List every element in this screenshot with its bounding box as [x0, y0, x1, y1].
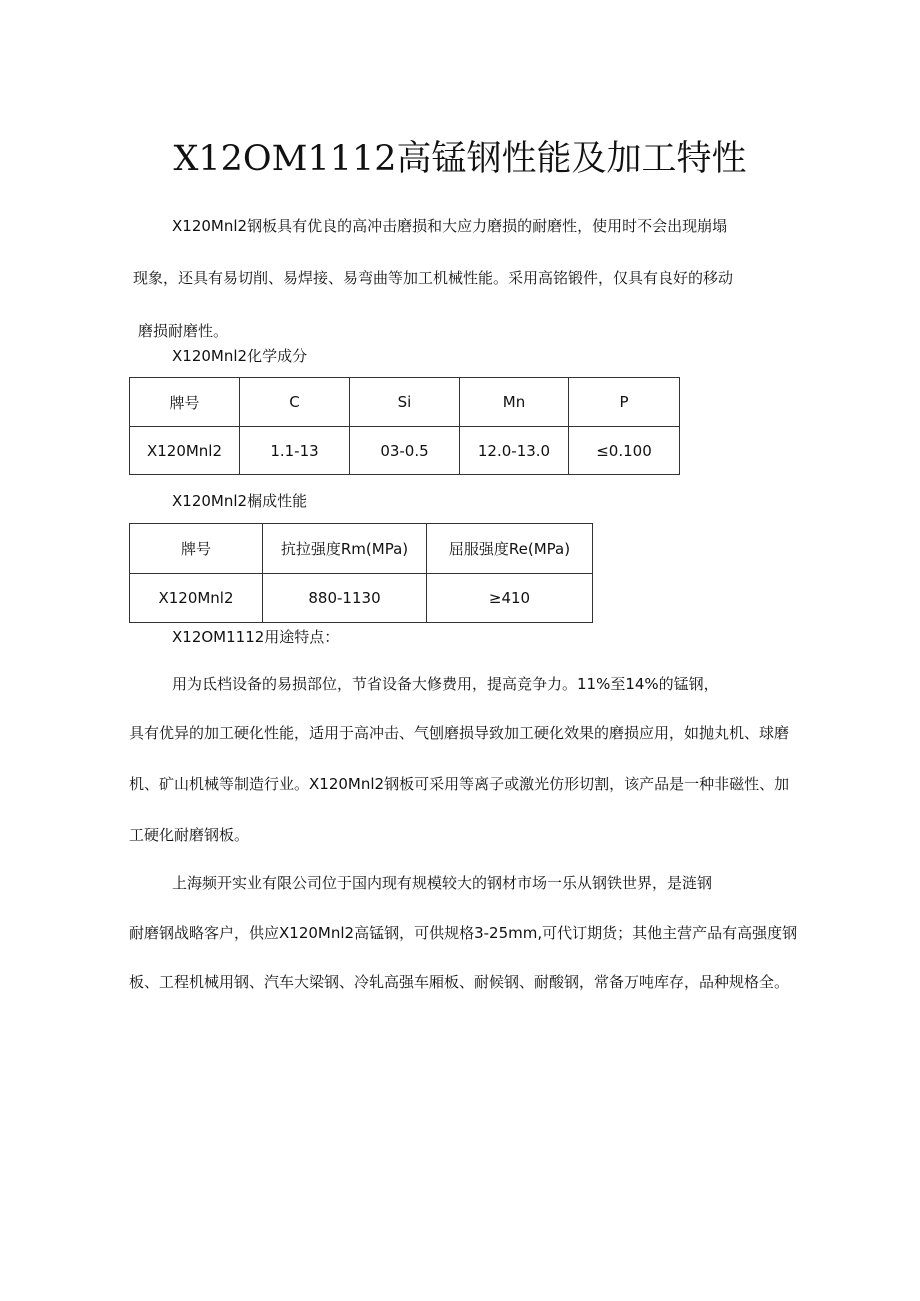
table-header-row — [130, 378, 680, 427]
uses-line-1: 用为氐档设备的易损部位，节省设备大修费用，提高竞争力。11%至14%的锰钢， — [172, 675, 719, 693]
header-cell: P — [569, 378, 680, 427]
table-cell: 03-0.5 — [350, 427, 460, 475]
table-cell: 1.1-13 — [240, 427, 350, 475]
uses-line-4: 工硬化耐磨钢板。 — [129, 826, 250, 844]
header-cell: 牌号 — [130, 524, 263, 574]
company-line-3: 板、工程机械用钢、汽车大梁钢、冷轧高强车厢板、耐候钢、耐酸钢，常备万吨库存，品种规格全。 — [129, 973, 790, 991]
uses-caption: X12OM1112用途特点： — [172, 628, 340, 646]
intro-line-3: 磨损耐磨性。 — [138, 322, 229, 340]
header-cell: Si — [350, 378, 460, 427]
company-line-1: 上海频开实业有限公司位于国内现有规模较大的钢材市场一乐从钢铁世界，是涟钢 — [172, 874, 713, 892]
table-cell: X120Mnl2 — [130, 427, 240, 475]
header-cell: Mn — [460, 378, 569, 427]
uses-line-3: 机、矿山机械等制造行业。X120Mnl2钢板可采用等离子或激光仿形切割，该产品是一种非磁性、加 — [129, 775, 790, 793]
chemical-composition-table — [129, 377, 680, 475]
header-cell: 屈服强度Re(MPa) — [427, 524, 593, 574]
header-cell: 抗拉强度Rm(MPa) — [263, 524, 427, 574]
mech-table-caption: X120Mnl2榍成性能 — [172, 492, 308, 510]
table-cell: ≤0.100 — [569, 427, 680, 475]
company-line-2: 耐磨钢战略客户，供应X120Mnl2高锰钢，可供规格3-25mm,可代订期货；其他主营产品有高强度钢 — [129, 924, 798, 942]
document-title: X12OM1112高锰钢性能及加工特性 — [173, 139, 747, 179]
table-row — [130, 427, 680, 475]
uses-line-2: 具有优异的加工硬化性能，适用于高冲击、气刨磨损导致加工硬化效果的磨损应用，如抛丸机、球磨 — [129, 724, 790, 742]
mechanical-properties-table — [129, 523, 593, 623]
table-row — [130, 574, 593, 623]
header-cell: C — [240, 378, 350, 427]
chem-table-caption: X120Mnl2化学成分 — [172, 347, 308, 365]
table-cell: X120Mnl2 — [130, 574, 263, 623]
header-cell: 牌号 — [130, 378, 240, 427]
intro-line-1: X120Mnl2钢板具有优良的高冲击磨损和大应力磨损的耐磨性，使用时不会出现崩塌 — [172, 217, 728, 235]
table-cell: 12.0-13.0 — [460, 427, 569, 475]
intro-line-2: 现象，还具有易切削、易焊接、易弯曲等加工机械性能。采用高铭锻件，仅具有良好的移动 — [133, 269, 734, 287]
table-header-row — [130, 524, 593, 574]
table-cell: ≥410 — [427, 574, 593, 623]
table-cell: 880-1130 — [263, 574, 427, 623]
